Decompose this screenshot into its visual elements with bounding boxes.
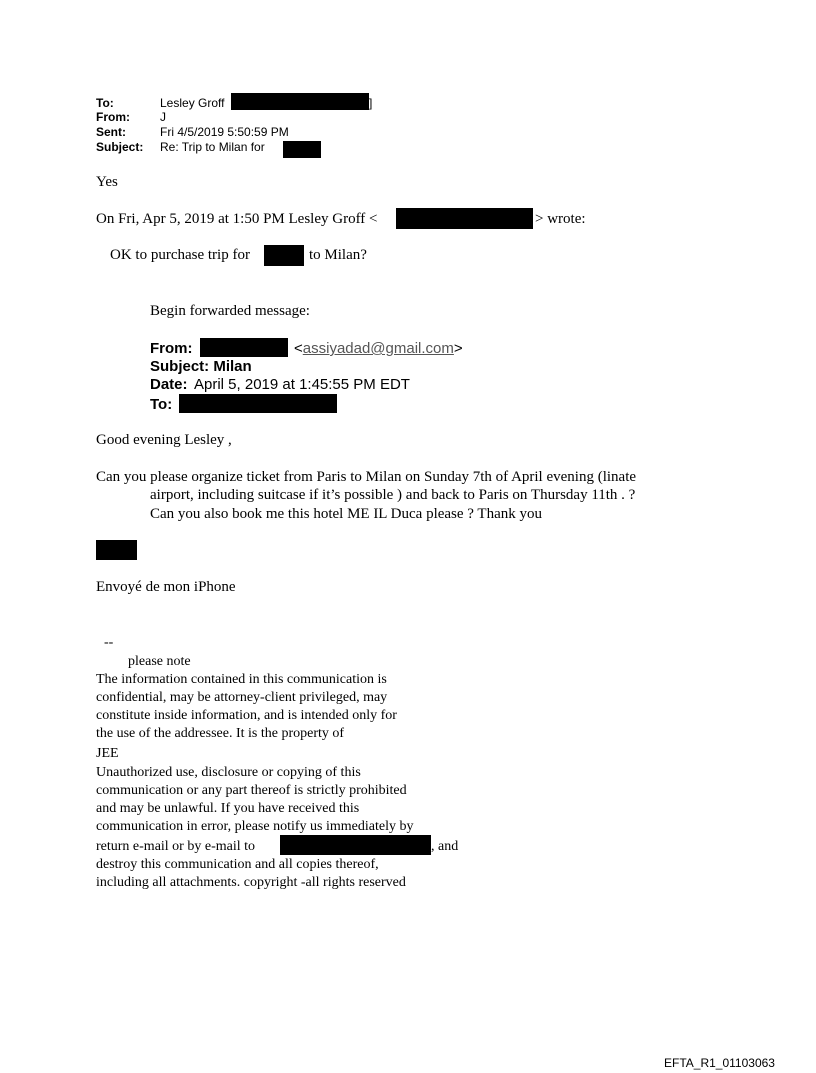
disclaimer-line: the use of the addressee. It is the property of (96, 726, 345, 741)
redaction-to (231, 93, 369, 110)
quoted-question-after: to Milan? (309, 247, 367, 263)
disclaimer-line: and may be unlawful. If you have received this (96, 801, 360, 816)
disclaimer-attachments: including all attachments. copyright -all rights reserved (96, 875, 406, 890)
from-label: From: (96, 110, 130, 124)
document-id: EFTA_R1_01103063 (664, 1056, 775, 1070)
disclaimer-return-prefix: return e-mail or by e-mail to (96, 839, 255, 854)
subject-value: Re: Trip to Milan for (160, 140, 265, 154)
quoted-question-before: OK to purchase trip for (110, 247, 250, 263)
quote-intro-prefix: On Fri, Apr 5, 2019 at 1:50 PM Lesley Groff < (96, 211, 378, 227)
reply-text: Yes (96, 174, 118, 190)
disclaimer-line: The information contained in this communication is (96, 672, 387, 687)
fwd-date-label: Date: (150, 376, 188, 393)
redaction-fwd-from-name (200, 338, 288, 357)
fwd-from-email-link[interactable]: assiyadad@gmail.com (302, 340, 454, 357)
redaction-disclaimer-email (280, 835, 431, 855)
fwd-subject: Subject: Milan (150, 358, 252, 375)
disclaimer-line: confidential, may be attorney-client privileged, may (96, 690, 388, 705)
disclaimer-line: communication in error, please notify us immediately by (96, 819, 414, 834)
redaction-subject (283, 141, 321, 158)
message-line-2: airport, including suitcase if it’s possible ) and back to Paris on Thursday 11th . ? (150, 487, 636, 503)
disclaimer-please-note: please note (128, 654, 191, 669)
message-greeting: Good evening Lesley , (96, 432, 232, 448)
to-label: To: (96, 96, 114, 110)
to-value: Lesley Groff (160, 96, 225, 110)
redaction-signature (96, 540, 137, 560)
sent-value: Fri 4/5/2019 5:50:59 PM (160, 125, 289, 139)
disclaimer-return-suffix: , and (431, 839, 459, 854)
disclaimer-line: JEE (96, 746, 119, 761)
forwarded-intro: Begin forwarded message: (150, 303, 310, 319)
message-line-3: Can you also book me this hotel ME IL Duca please ? Thank you (150, 506, 542, 522)
sent-label: Sent: (96, 125, 126, 139)
disclaimer-dashes: -- (104, 635, 114, 650)
disclaimer-line: Unauthorized use, disclosure or copying of this (96, 765, 361, 780)
from-value: J (160, 110, 166, 124)
redaction-quoted-name (264, 245, 304, 266)
redaction-fwd-to (179, 394, 337, 413)
to-bracket: ] (369, 96, 373, 110)
subject-label: Subject: (96, 140, 144, 154)
message-signoff: Envoyé de mon iPhone (96, 579, 236, 595)
message-line-1: Can you please organize ticket from Paris to Milan on Sunday 7th of April evening (linate (96, 469, 637, 485)
fwd-date-value: April 5, 2019 at 1:45:55 PM EDT (194, 376, 410, 393)
quote-intro-suffix: > wrote: (535, 211, 586, 227)
disclaimer-line: communication or any part thereof is strictly prohibited (96, 783, 407, 798)
disclaimer-line: constitute inside information, and is intended only for (96, 708, 397, 723)
disclaimer-destroy: destroy this communication and all copies thereof, (96, 857, 379, 872)
fwd-from-label: From: (150, 340, 193, 357)
fwd-to-label: To: (150, 396, 173, 413)
redaction-quote-email (396, 208, 533, 229)
fwd-from-email: <assiyadad@gmail.com> (294, 340, 463, 357)
